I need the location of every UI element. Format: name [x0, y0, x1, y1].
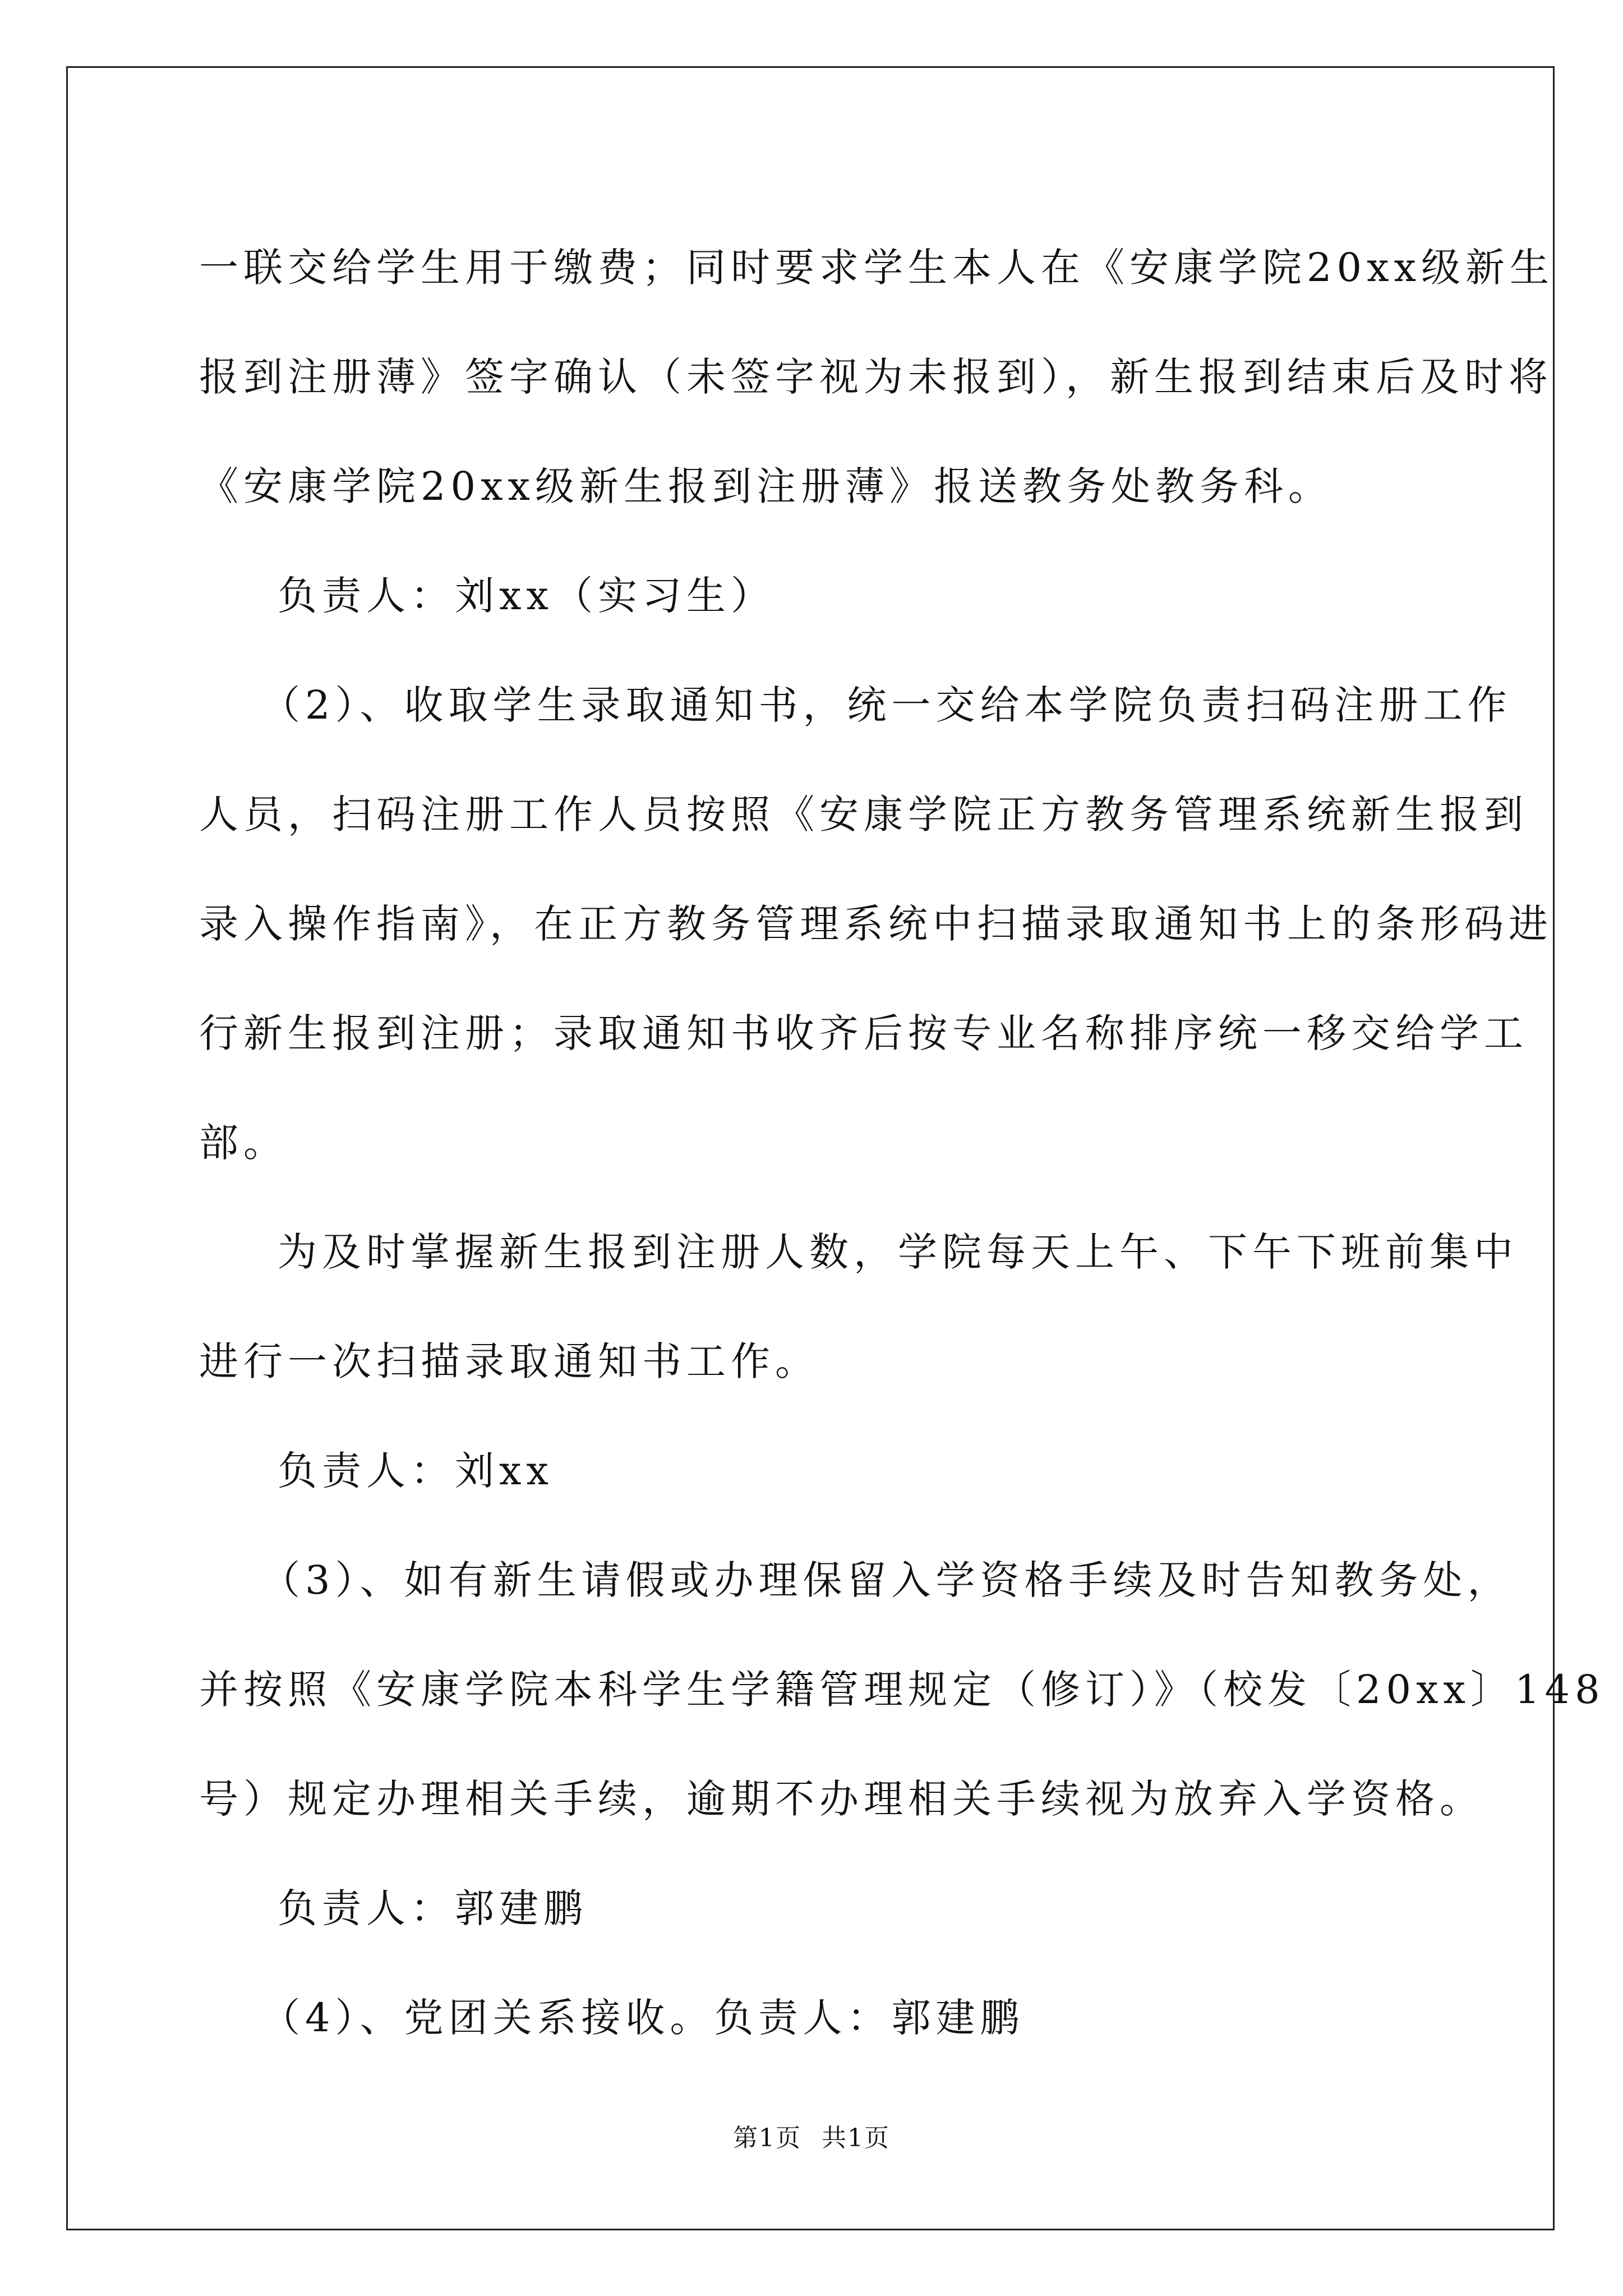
text-line: 为及时掌握新生报到注册人数，学院每天上午、下午下班前集中 [278, 1229, 1518, 1275]
document-body [199, 213, 1605, 2073]
page-number-total: 共1页 [822, 2124, 890, 2152]
text-line: 部。 [199, 1120, 288, 1166]
responsible-person-line: 负责人：刘xx（实习生） [278, 573, 775, 619]
text-line: 《安康学院20xx级新生报到注册薄》报送教务处教务科。 [199, 463, 1333, 509]
responsible-person-line: 负责人：郭建鹏 [278, 1885, 588, 1931]
page-number-current: 第1页 [733, 2124, 801, 2152]
text-line: 人员，扫码注册工作人员按照《安康学院正方教务管理系统新生报到 [199, 792, 1528, 838]
text-line: （3）、如有新生请假或办理保留入学资格手续及时告知教务处， [261, 1557, 1512, 1603]
responsible-person-line: 负责人：刘xx [278, 1448, 554, 1494]
text-line: （4）、党团关系接收。负责人：郭建鹏 [261, 1995, 1025, 2041]
text-line: 进行一次扫描录取通知书工作。 [199, 1338, 819, 1384]
page-footer [0, 2118, 1623, 2154]
text-line: 报到注册薄》签字确认（未签字视为未报到），新生报到结束后及时将 [199, 354, 1553, 400]
text-line: （2）、收取学生录取通知书，统一交给本学院负责扫码注册工作 [261, 682, 1512, 728]
text-line: 并按照《安康学院本科学生学籍管理规定（修订）》（校发〔20xx〕148 [199, 1667, 1605, 1713]
text-line: 行新生报到注册；录取通知书收齐后按专业名称排序统一移交给学工 [199, 1010, 1528, 1056]
text-line: 一联交给学生用于缴费；同时要求学生本人在《安康学院20xx级新生 [199, 245, 1555, 291]
text-line: 录入操作指南》，在正方教务管理系统中扫描录取通知书上的条形码进 [199, 901, 1553, 947]
text-line: 号）规定办理相关手续，逾期不办理相关手续视为放弃入学资格。 [199, 1776, 1484, 1822]
